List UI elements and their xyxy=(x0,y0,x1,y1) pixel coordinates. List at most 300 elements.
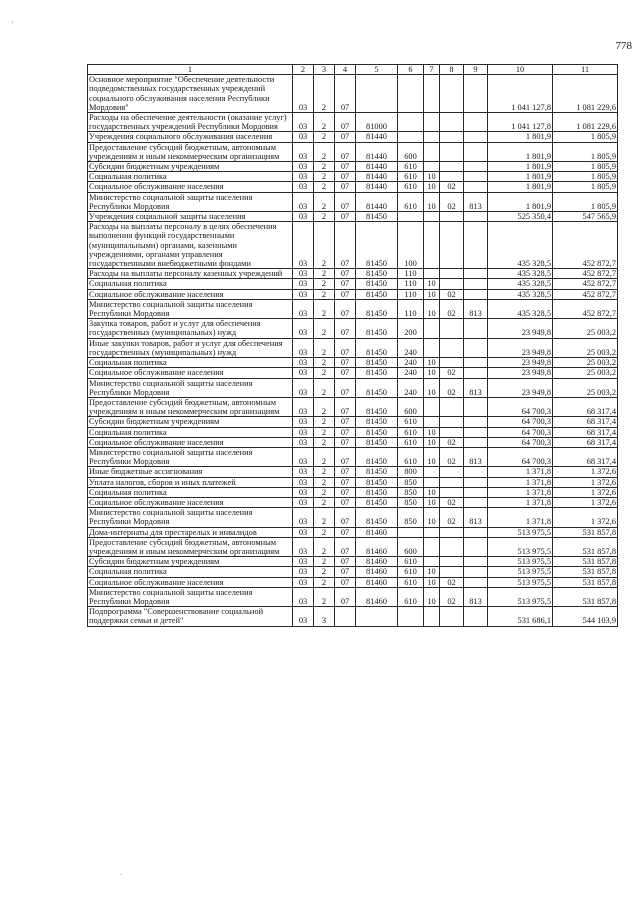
cell-subprogram: 2 xyxy=(314,299,335,318)
cell-target: 81450 xyxy=(356,299,398,318)
cell-amount-2016: 513 975,5 xyxy=(488,537,553,556)
cell-type: 850 xyxy=(398,508,424,527)
cell-subsection xyxy=(440,537,464,556)
cell-name: Подпрограмма "Совершенствование социальной поддержки семьи и детей" xyxy=(88,607,293,626)
cell-amount-2017: 531 857,8 xyxy=(553,587,618,606)
cell-section: 03 xyxy=(293,299,314,318)
cell-target: 81450 xyxy=(356,358,398,368)
cell-amount-2016: 23 949,8 xyxy=(488,358,553,368)
cell-amount-2016: 1 801,9 xyxy=(488,192,553,211)
cell-subsection xyxy=(440,113,464,132)
table-row xyxy=(88,75,618,113)
table-row xyxy=(88,497,618,507)
cell-subprogram: 2 xyxy=(314,537,335,556)
cell-amount-2016: 23 949,8 xyxy=(488,338,553,357)
cell-section: 03 xyxy=(293,527,314,537)
cell-target: 81000 xyxy=(356,113,398,132)
cell-amount-2016: 513 975,5 xyxy=(488,557,553,567)
cell-event: 07 xyxy=(335,587,356,606)
table-row xyxy=(88,358,618,368)
table-row xyxy=(88,162,618,172)
cell-target: 81440 xyxy=(356,132,398,142)
cell-target: 81450 xyxy=(356,378,398,397)
cell-amount-2016: 1 041 127,8 xyxy=(488,75,553,113)
cell-name: Предоставление субсидий бюджетным, автономным учреждениям и иным некоммерческим организациям xyxy=(88,537,293,556)
cell-ministry xyxy=(464,427,488,437)
cell-event: 07 xyxy=(335,279,356,289)
cell-chapter xyxy=(424,222,440,269)
cell-section: 03 xyxy=(293,162,314,172)
cell-ministry xyxy=(464,437,488,447)
cell-event: 07 xyxy=(335,142,356,161)
cell-type: 600 xyxy=(398,537,424,556)
cell-name: Субсидии бюджетным учреждениям xyxy=(88,417,293,427)
cell-amount-2017: 1 081 229,6 xyxy=(553,75,618,113)
cell-chapter: 10 xyxy=(424,279,440,289)
cell-ministry xyxy=(464,577,488,587)
cell-subprogram: 2 xyxy=(314,427,335,437)
cell-amount-2017: 25 003,2 xyxy=(553,358,618,368)
cell-chapter: 10 xyxy=(424,378,440,397)
cell-amount-2016: 435 328,5 xyxy=(488,269,553,279)
cell-event: 07 xyxy=(335,319,356,338)
cell-type: 610 xyxy=(398,437,424,447)
cell-section: 03 xyxy=(293,338,314,357)
cell-chapter: 10 xyxy=(424,358,440,368)
cell-section: 03 xyxy=(293,132,314,142)
cell-subsection xyxy=(440,75,464,113)
cell-subsection xyxy=(440,477,464,487)
cell-subprogram: 2 xyxy=(314,487,335,497)
cell-amount-2016: 513 975,5 xyxy=(488,587,553,606)
cell-ministry xyxy=(464,527,488,537)
cell-type xyxy=(398,607,424,626)
budget-table xyxy=(87,64,618,627)
cell-subprogram: 2 xyxy=(314,437,335,447)
cell-chapter xyxy=(424,162,440,172)
cell-type: 240 xyxy=(398,378,424,397)
cell-chapter: 10 xyxy=(424,577,440,587)
cell-section: 03 xyxy=(293,212,314,222)
cell-name: Министерство социальной защиты населения Республики Мордовия xyxy=(88,447,293,466)
cell-amount-2017: 531 857,8 xyxy=(553,557,618,567)
column-header: 3 xyxy=(314,65,335,75)
cell-chapter xyxy=(424,269,440,279)
cell-section: 03 xyxy=(293,113,314,132)
cell-subprogram: 2 xyxy=(314,378,335,397)
cell-target: 81440 xyxy=(356,142,398,161)
cell-subsection xyxy=(440,319,464,338)
cell-ministry xyxy=(464,417,488,427)
cell-section: 03 xyxy=(293,192,314,211)
cell-section: 03 xyxy=(293,567,314,577)
cell-subprogram: 2 xyxy=(314,212,335,222)
cell-target: 81450 xyxy=(356,447,398,466)
cell-name: Расходы на выплаты персоналу в целях обеспечения выполнения функций государственными (муниципальными) органами, казенными учреждениями, органами управления государственными внебюджетными фондами xyxy=(88,222,293,269)
cell-subsection xyxy=(440,212,464,222)
cell-event: 07 xyxy=(335,358,356,368)
column-header: 11 xyxy=(553,65,618,75)
table-row xyxy=(88,397,618,416)
cell-section: 03 xyxy=(293,537,314,556)
cell-name: Социальное обслуживание населения xyxy=(88,289,293,299)
cell-section: 03 xyxy=(293,487,314,497)
cell-name: Министерство социальной защиты населения Республики Мордовия xyxy=(88,508,293,527)
cell-name: Дома-интернаты для престарелых и инвалидов xyxy=(88,527,293,537)
cell-ministry xyxy=(464,279,488,289)
cell-event: 07 xyxy=(335,497,356,507)
cell-event: 07 xyxy=(335,212,356,222)
cell-amount-2016: 513 975,5 xyxy=(488,577,553,587)
cell-chapter: 10 xyxy=(424,567,440,577)
cell-section: 03 xyxy=(293,497,314,507)
cell-target: 81450 xyxy=(356,368,398,378)
cell-type: 850 xyxy=(398,497,424,507)
cell-section: 03 xyxy=(293,557,314,567)
cell-amount-2017: 25 003,2 xyxy=(553,338,618,357)
cell-chapter: 10 xyxy=(424,299,440,318)
cell-event: 07 xyxy=(335,378,356,397)
cell-ministry xyxy=(464,397,488,416)
cell-subprogram: 2 xyxy=(314,182,335,192)
cell-amount-2016: 531 686,1 xyxy=(488,607,553,626)
cell-subsection: 02 xyxy=(440,299,464,318)
cell-chapter xyxy=(424,142,440,161)
cell-event: 07 xyxy=(335,508,356,527)
cell-name: Иные бюджетные ассигнования xyxy=(88,467,293,477)
cell-amount-2017: 25 003,2 xyxy=(553,378,618,397)
cell-name: Социальная политика xyxy=(88,358,293,368)
cell-ministry xyxy=(464,269,488,279)
cell-event: 07 xyxy=(335,338,356,357)
cell-type: 110 xyxy=(398,289,424,299)
cell-subprogram: 2 xyxy=(314,368,335,378)
cell-name: Основное мероприятие "Обеспечение деятельности подведомственных государственных учреждений социального обслуживания населения Республики Мордовия" xyxy=(88,75,293,113)
cell-section: 03 xyxy=(293,397,314,416)
cell-event: 07 xyxy=(335,113,356,132)
cell-ministry: 813 xyxy=(464,508,488,527)
cell-subsection xyxy=(440,467,464,477)
cell-subsection xyxy=(440,607,464,626)
cell-type: 850 xyxy=(398,487,424,497)
cell-amount-2016: 435 328,5 xyxy=(488,299,553,318)
cell-amount-2016: 435 328,5 xyxy=(488,279,553,289)
cell-amount-2016: 1 371,8 xyxy=(488,508,553,527)
table-row xyxy=(88,437,618,447)
column-header: 4 xyxy=(335,65,356,75)
cell-section: 03 xyxy=(293,607,314,626)
cell-ministry xyxy=(464,338,488,357)
cell-subsection: 02 xyxy=(440,192,464,211)
cell-subsection xyxy=(440,527,464,537)
cell-subprogram: 2 xyxy=(314,162,335,172)
column-header: 6 xyxy=(398,65,424,75)
cell-section: 03 xyxy=(293,508,314,527)
cell-section: 03 xyxy=(293,358,314,368)
table-row xyxy=(88,537,618,556)
cell-subprogram: 2 xyxy=(314,269,335,279)
cell-subprogram: 2 xyxy=(314,577,335,587)
cell-name: Министерство социальной защиты населения Республики Мордовия xyxy=(88,192,293,211)
cell-amount-2017: 452 872,7 xyxy=(553,279,618,289)
cell-amount-2016: 64 700,3 xyxy=(488,417,553,427)
cell-section: 03 xyxy=(293,269,314,279)
table-row xyxy=(88,567,618,577)
cell-subsection xyxy=(440,269,464,279)
cell-ministry xyxy=(464,607,488,626)
table-row xyxy=(88,222,618,269)
cell-chapter xyxy=(424,537,440,556)
cell-type: 110 xyxy=(398,299,424,318)
cell-event: 07 xyxy=(335,557,356,567)
cell-subprogram: 2 xyxy=(314,447,335,466)
cell-target: 81450 xyxy=(356,467,398,477)
cell-subsection xyxy=(440,172,464,182)
cell-ministry xyxy=(464,113,488,132)
cell-amount-2017: 25 003,2 xyxy=(553,368,618,378)
cell-ministry xyxy=(464,75,488,113)
cell-target: 81450 xyxy=(356,319,398,338)
table-row xyxy=(88,427,618,437)
cell-event: 07 xyxy=(335,477,356,487)
cell-chapter xyxy=(424,75,440,113)
cell-ministry xyxy=(464,467,488,477)
cell-subprogram: 2 xyxy=(314,338,335,357)
cell-amount-2017: 452 872,7 xyxy=(553,222,618,269)
cell-type xyxy=(398,75,424,113)
cell-target: 81460 xyxy=(356,567,398,577)
cell-amount-2017: 1 805,9 xyxy=(553,132,618,142)
cell-name: Расходы на выплаты персоналу казенных учреждений xyxy=(88,269,293,279)
cell-type xyxy=(398,132,424,142)
cell-event: 07 xyxy=(335,192,356,211)
cell-subsection: 02 xyxy=(440,289,464,299)
cell-ministry xyxy=(464,537,488,556)
cell-chapter xyxy=(424,113,440,132)
cell-ministry: 813 xyxy=(464,192,488,211)
cell-chapter: 10 xyxy=(424,497,440,507)
cell-chapter xyxy=(424,467,440,477)
cell-type: 610 xyxy=(398,162,424,172)
table-row xyxy=(88,487,618,497)
cell-chapter xyxy=(424,417,440,427)
cell-section: 03 xyxy=(293,182,314,192)
cell-type: 100 xyxy=(398,222,424,269)
cell-ministry xyxy=(464,497,488,507)
cell-chapter xyxy=(424,132,440,142)
cell-subprogram: 2 xyxy=(314,222,335,269)
cell-subsection xyxy=(440,162,464,172)
cell-subprogram: 2 xyxy=(314,467,335,477)
cell-name: Закупка товаров, работ и услуг для обеспечения государственных (муниципальных) нужд xyxy=(88,319,293,338)
cell-subsection: 02 xyxy=(440,447,464,466)
cell-event: 07 xyxy=(335,368,356,378)
cell-section: 03 xyxy=(293,279,314,289)
cell-subsection xyxy=(440,427,464,437)
cell-chapter: 10 xyxy=(424,182,440,192)
cell-amount-2016: 64 700,3 xyxy=(488,397,553,416)
cell-subsection xyxy=(440,567,464,577)
cell-name: Субсидии бюджетным учреждениям xyxy=(88,162,293,172)
cell-subprogram: 2 xyxy=(314,113,335,132)
table-row xyxy=(88,338,618,357)
cell-amount-2016: 23 949,8 xyxy=(488,378,553,397)
cell-event: 07 xyxy=(335,487,356,497)
cell-type xyxy=(398,113,424,132)
cell-chapter: 10 xyxy=(424,447,440,466)
cell-event: 07 xyxy=(335,222,356,269)
cell-ministry: 813 xyxy=(464,587,488,606)
cell-subprogram: 2 xyxy=(314,132,335,142)
cell-subsection: 02 xyxy=(440,497,464,507)
column-header: 5 xyxy=(356,65,398,75)
cell-section: 03 xyxy=(293,368,314,378)
cell-event: 07 xyxy=(335,397,356,416)
cell-target: 81450 xyxy=(356,222,398,269)
cell-subprogram: 2 xyxy=(314,527,335,537)
cell-target: 81450 xyxy=(356,269,398,279)
cell-amount-2017: 531 857,8 xyxy=(553,527,618,537)
cell-ministry xyxy=(464,289,488,299)
cell-amount-2016: 525 350,4 xyxy=(488,212,553,222)
cell-amount-2017: 68 317,4 xyxy=(553,427,618,437)
table-row xyxy=(88,142,618,161)
cell-subsection xyxy=(440,222,464,269)
cell-subsection: 02 xyxy=(440,587,464,606)
cell-target: 81450 xyxy=(356,212,398,222)
cell-type: 240 xyxy=(398,338,424,357)
cell-chapter xyxy=(424,212,440,222)
cell-chapter: 10 xyxy=(424,368,440,378)
table-row xyxy=(88,467,618,477)
cell-section: 03 xyxy=(293,587,314,606)
cell-event xyxy=(335,607,356,626)
cell-chapter xyxy=(424,477,440,487)
cell-amount-2017: 1 372,6 xyxy=(553,467,618,477)
cell-amount-2017: 68 317,4 xyxy=(553,397,618,416)
cell-section: 03 xyxy=(293,289,314,299)
cell-ministry xyxy=(464,567,488,577)
cell-amount-2017: 531 857,8 xyxy=(553,567,618,577)
cell-target xyxy=(356,607,398,626)
cell-subprogram: 2 xyxy=(314,497,335,507)
table-row xyxy=(88,417,618,427)
table-row xyxy=(88,113,618,132)
cell-target: 81450 xyxy=(356,477,398,487)
cell-event: 07 xyxy=(335,527,356,537)
table-row xyxy=(88,378,618,397)
cell-event: 07 xyxy=(335,577,356,587)
cell-amount-2017: 544 103,9 xyxy=(553,607,618,626)
cell-name: Расходы на обеспечение деятельности (оказание услуг) государственных учреждений Республики Мордовия xyxy=(88,113,293,132)
cell-chapter: 10 xyxy=(424,487,440,497)
table-row xyxy=(88,279,618,289)
cell-ministry: 813 xyxy=(464,378,488,397)
cell-amount-2016: 513 975,5 xyxy=(488,567,553,577)
cell-name: Социальное обслуживание населения xyxy=(88,368,293,378)
cell-amount-2016: 513 975,5 xyxy=(488,527,553,537)
cell-type: 850 xyxy=(398,477,424,487)
table-row xyxy=(88,132,618,142)
cell-amount-2017: 68 317,4 xyxy=(553,437,618,447)
cell-event: 07 xyxy=(335,467,356,477)
cell-chapter: 10 xyxy=(424,172,440,182)
cell-subsection: 02 xyxy=(440,378,464,397)
table-row xyxy=(88,607,618,626)
column-header: 8 xyxy=(440,65,464,75)
cell-type: 110 xyxy=(398,269,424,279)
cell-section: 03 xyxy=(293,577,314,587)
cell-subprogram: 2 xyxy=(314,397,335,416)
cell-amount-2016: 435 328,5 xyxy=(488,289,553,299)
cell-type: 200 xyxy=(398,319,424,338)
scan-speck: ' xyxy=(12,20,14,29)
cell-ministry xyxy=(464,222,488,269)
scan-speck: . xyxy=(120,868,122,877)
cell-subprogram: 2 xyxy=(314,508,335,527)
cell-type: 610 xyxy=(398,417,424,427)
cell-amount-2016: 1 801,9 xyxy=(488,162,553,172)
cell-type: 610 xyxy=(398,587,424,606)
table-row xyxy=(88,212,618,222)
cell-type: 240 xyxy=(398,368,424,378)
cell-target: 81450 xyxy=(356,279,398,289)
cell-ministry xyxy=(464,162,488,172)
cell-amount-2016: 64 700,3 xyxy=(488,437,553,447)
cell-target: 81440 xyxy=(356,192,398,211)
cell-amount-2017: 68 317,4 xyxy=(553,417,618,427)
cell-target: 81450 xyxy=(356,427,398,437)
table-row xyxy=(88,587,618,606)
column-header: 10 xyxy=(488,65,553,75)
cell-name: Предоставление субсидий бюджетным, автономным учреждениям и иным некоммерческим организациям xyxy=(88,142,293,161)
cell-ministry xyxy=(464,142,488,161)
cell-target: 81440 xyxy=(356,172,398,182)
cell-section: 03 xyxy=(293,437,314,447)
table-row xyxy=(88,319,618,338)
cell-amount-2016: 1 371,8 xyxy=(488,477,553,487)
cell-type: 610 xyxy=(398,557,424,567)
cell-name: Субсидии бюджетным учреждениям xyxy=(88,557,293,567)
cell-type: 610 xyxy=(398,192,424,211)
cell-chapter: 10 xyxy=(424,289,440,299)
cell-target: 81460 xyxy=(356,577,398,587)
cell-subprogram: 2 xyxy=(314,319,335,338)
cell-section: 03 xyxy=(293,427,314,437)
cell-name: Социальная политика xyxy=(88,427,293,437)
table-row xyxy=(88,577,618,587)
column-header: 9 xyxy=(464,65,488,75)
cell-subsection xyxy=(440,142,464,161)
cell-target: 81460 xyxy=(356,527,398,537)
cell-event: 07 xyxy=(335,75,356,113)
cell-subprogram: 2 xyxy=(314,142,335,161)
cell-target: 81450 xyxy=(356,397,398,416)
cell-type: 610 xyxy=(398,577,424,587)
table-row xyxy=(88,289,618,299)
cell-target: 81450 xyxy=(356,487,398,497)
column-header: 1 xyxy=(88,65,293,75)
cell-type: 610 xyxy=(398,172,424,182)
cell-name: Социальное обслуживание населения xyxy=(88,577,293,587)
cell-subsection xyxy=(440,557,464,567)
cell-chapter xyxy=(424,607,440,626)
cell-name: Социальная политика xyxy=(88,172,293,182)
cell-amount-2017: 452 872,7 xyxy=(553,269,618,279)
cell-name: Министерство социальной защиты населения Республики Мордовия xyxy=(88,378,293,397)
cell-chapter: 10 xyxy=(424,587,440,606)
cell-amount-2016: 1 801,9 xyxy=(488,142,553,161)
